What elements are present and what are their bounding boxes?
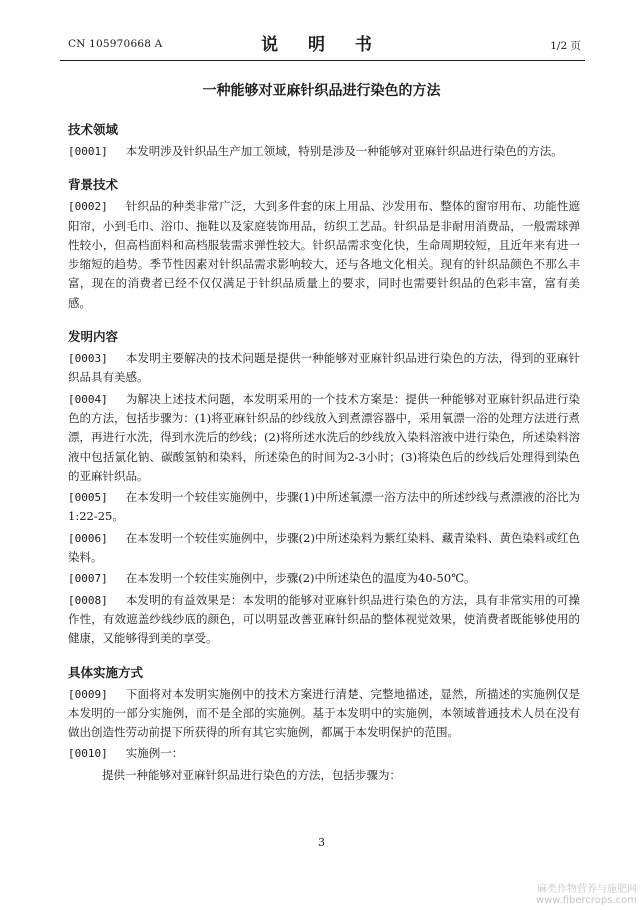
document-type-heading: 说 明 书	[261, 35, 384, 55]
paragraph-text: 在本发明一个较佳实施例中，步骤(2)中所述染色的温度为40-50℃。	[125, 571, 476, 586]
page-count: 1/2 页	[550, 40, 581, 52]
paragraph-0010-continuation: 提供一种能够对亚麻针织品进行染色的方法，包括步骤为：	[102, 767, 401, 782]
paragraph-text: 下面将对本发明实施例中的技术方案进行清楚、完整地描述，显然，所描述的实施例仅是本发明的一部分实施例，而不是全部的实施例。基于本发明中的实施例，本领域普通技术人员在没有做出创造性劳动前提下所获得的所有其它实施例，都属于本发明保护的范围。	[68, 686, 580, 740]
paragraph-0006	[68, 529, 580, 568]
paragraph-number: [0002]	[68, 200, 108, 214]
paragraph-number: [0008]	[68, 593, 108, 607]
watermark	[536, 884, 637, 906]
paragraph-text: 在本发明一个较佳实施例中，步骤(1)中所述氧漂一浴方法中的所述纱线与煮漂液的浴比为1:22-25。	[68, 490, 580, 524]
paragraph-number: [0010]	[68, 747, 108, 761]
paragraph-text: 本发明主要解决的技术问题是提供一种能够对亚麻针织品进行染色的方法，得到的亚麻针织品具有美感。	[68, 351, 580, 385]
paragraph-number: [0009]	[68, 687, 108, 701]
page-number: 3	[318, 836, 325, 849]
section-heading-field: 技术领域	[68, 122, 119, 137]
paragraph-text: 在本发明一个较佳实施例中，步骤(2)中所述染料为紫红染料、藏青染料、黄色染料或红色染料。	[68, 530, 580, 565]
paragraph-number: [0007]	[68, 572, 108, 586]
paragraph-0010	[68, 744, 580, 763]
paragraph-0007	[68, 569, 580, 588]
watermark-line: www.fibercrops.com	[535, 895, 637, 906]
publication-number: CN 105970668 A	[68, 38, 163, 50]
document-body	[68, 121, 580, 785]
watermark-line: 麻类作物营养与施肥网	[537, 884, 637, 895]
paragraph-number: [0005]	[68, 491, 108, 505]
paragraph-text: 本发明的有益效果是：本发明的能够对亚麻针织品进行染色的方法，具有非常实用的可操作性，有效遮盖纱线纱底的颜色，可以明显改善亚麻针织品的整体视觉效果，使消费者既能够使用的健康，又能够得到美的享受。	[68, 592, 580, 646]
paragraph-number: [0003]	[68, 352, 108, 366]
section-heading-background: 背景技术	[68, 177, 119, 193]
paragraph-0005	[68, 488, 580, 527]
paragraph-text: 实施例一：	[125, 746, 184, 761]
header-rule	[60, 60, 585, 61]
paragraph-0008	[68, 591, 580, 649]
paragraph-number: [0006]	[68, 531, 108, 545]
paragraph-number: [0001]	[68, 145, 108, 158]
paragraph-0003	[68, 349, 580, 388]
paragraph-0009	[68, 685, 580, 743]
paragraph-number: [0004]	[68, 392, 108, 406]
paragraph-text: 针织品的种类非常广泛，大到多件套的床上用品、沙发用布、整体的窗帘用布、功能性遮阳帘，小到毛巾、浴巾、拖鞋以及家庭装饰用品，纺织工艺品。针织品是非耐用消费品，一般需球弹性较小，但高档面料和高档服装需求弹性较大。针织品需求变化快，生命周期较短，且近年来有进一步缩短的趋势。季节性因素对针织品需求影响较大，还与各地文化相关。现有的针织品颜色不那么丰富，现在的消费者已经不仅仅满足于针织品质量上的要求，同时也需要针织品的色彩丰富，富有美感。	[68, 199, 580, 310]
paragraph-text: 为解决上述技术问题，本发明采用的一个技术方案是：提供一种能够对亚麻针织品进行染色的方法，包括步骤为：(1)将亚麻针织品的纱线放入到煮漂容器中，采用氧漂一浴的处理方法进行煮漂，再进行水洗，得到水洗后的纱线；(2)将所述水洗后的纱线放入染料溶液中进行染色，所述染料溶液中包括氯化钠、碳酸氢钠和染料，所述染色的时间为2-3小时；(3)将染色后的纱线后处理得到染色的亚麻针织品。	[68, 391, 580, 483]
paragraph-0004	[68, 390, 580, 486]
paragraph-text: 本发明涉及针织品生产加工领域，特别是涉及一种能够对亚麻针织品进行染色的方法。	[125, 144, 563, 158]
page-header	[60, 26, 585, 56]
invention-title: 一种能够对亚麻针织品进行染色的方法	[202, 83, 441, 99]
paragraph-0001	[68, 142, 580, 161]
section-heading-summary: 发明内容	[68, 329, 119, 345]
paragraph-0002	[68, 197, 580, 313]
section-heading-embodiment: 具体实施方式	[68, 664, 144, 680]
